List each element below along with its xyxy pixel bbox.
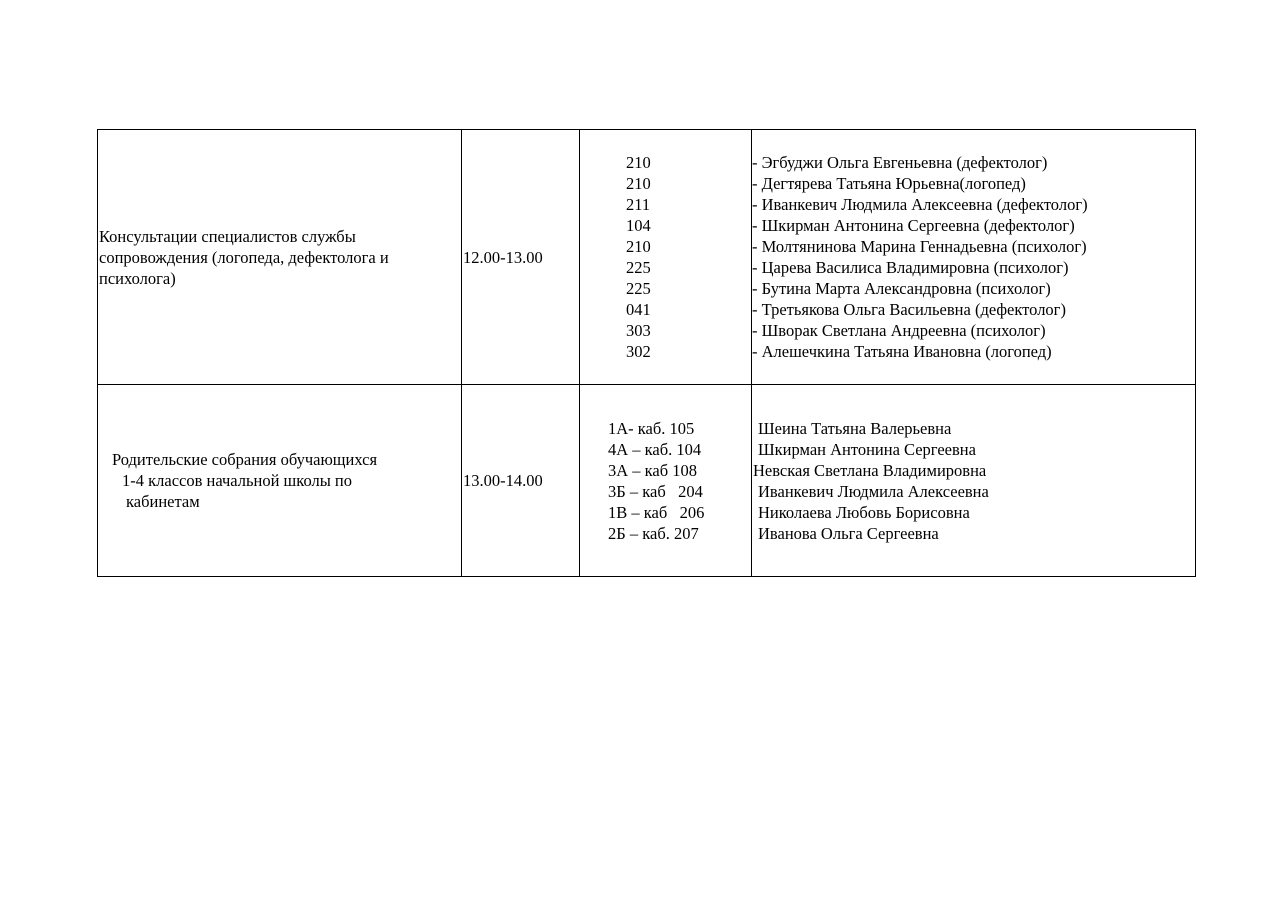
staff-member: - Царева Василиса Владимировна (психолог) bbox=[752, 257, 1195, 278]
staff-member: - Молтянинова Марина Геннадьевна (психолог) bbox=[752, 236, 1195, 257]
event-description bbox=[98, 226, 461, 289]
table-row-parent-meetings bbox=[98, 385, 1196, 577]
room-number: 302 bbox=[626, 342, 651, 361]
staff-cell bbox=[752, 130, 1196, 385]
time-cell bbox=[462, 130, 580, 385]
room-number: 210 bbox=[626, 237, 651, 256]
room-list bbox=[580, 152, 751, 362]
room-number: 225 bbox=[626, 279, 651, 298]
room-number: 104 bbox=[626, 216, 651, 235]
event-cell bbox=[98, 130, 462, 385]
class-room: 3Б – каб 204 bbox=[608, 481, 703, 501]
time-cell bbox=[462, 385, 580, 577]
staff-member: - Дегтярева Татьяна Юрьевна(логопед) bbox=[752, 173, 1195, 194]
room-list bbox=[580, 418, 751, 544]
teacher: Шеина Татьяна Валерьевна bbox=[758, 418, 952, 438]
room-cell bbox=[580, 130, 752, 385]
staff-member: - Шворак Светлана Андреевна (психолог) bbox=[752, 320, 1195, 341]
staff-list bbox=[752, 152, 1195, 362]
staff-member: - Шкирман Антонина Сергеевна (дефектолог) bbox=[752, 215, 1195, 236]
teacher: Шкирман Антонина Сергеевна bbox=[758, 439, 976, 459]
staff-list bbox=[752, 418, 1195, 544]
event-description bbox=[98, 449, 461, 512]
teacher: Иванова Ольга Сергеевна bbox=[758, 523, 939, 543]
class-room: 3А – каб 108 bbox=[608, 460, 698, 480]
room-number: 225 bbox=[626, 258, 651, 277]
room-number: 041 bbox=[626, 300, 651, 319]
staff-member: - Иванкевич Людмила Алексеевна (дефектолог) bbox=[752, 194, 1195, 215]
room-number: 210 bbox=[626, 153, 651, 172]
schedule-table bbox=[97, 129, 1196, 577]
staff-member: - Бутина Марта Александровна (психолог) bbox=[752, 278, 1195, 299]
teacher: Николаева Любовь Борисовна bbox=[758, 502, 970, 522]
event-line: 1-4 классов начальной школы по bbox=[122, 471, 353, 490]
staff-member: - Алешечкина Татьяна Ивановна (логопед) bbox=[752, 341, 1195, 362]
teacher: Невская Светлана Владимировна bbox=[753, 460, 987, 480]
class-room: 1А- каб. 105 bbox=[608, 418, 695, 438]
event-time: 13.00-14.00 bbox=[463, 471, 543, 490]
event-line: Консультации специалистов службы bbox=[99, 226, 356, 246]
event-line: кабинетам bbox=[126, 492, 200, 511]
event-cell bbox=[98, 385, 462, 577]
teacher: Иванкевич Людмила Алексеевна bbox=[758, 481, 989, 501]
table-row-consultations bbox=[98, 130, 1196, 385]
room-number: 210 bbox=[626, 174, 651, 193]
event-line: Родительские собрания обучающихся bbox=[112, 450, 378, 469]
class-room: 4А – каб. 104 bbox=[608, 439, 702, 459]
room-number: 303 bbox=[626, 321, 651, 340]
event-line: сопровождения (логопеда, дефектолога и bbox=[99, 247, 389, 267]
staff-member: - Эгбуджи Ольга Евгеньевна (дефектолог) bbox=[752, 152, 1195, 173]
class-room: 1В – каб 206 bbox=[608, 502, 705, 522]
event-line: психолога) bbox=[99, 268, 176, 288]
class-room: 2Б – каб. 207 bbox=[608, 523, 699, 543]
staff-member: - Третьякова Ольга Васильевна (дефектолог) bbox=[752, 299, 1195, 320]
staff-cell bbox=[752, 385, 1196, 577]
room-number: 211 bbox=[626, 195, 651, 214]
event-time: 12.00-13.00 bbox=[463, 247, 543, 267]
room-cell bbox=[580, 385, 752, 577]
